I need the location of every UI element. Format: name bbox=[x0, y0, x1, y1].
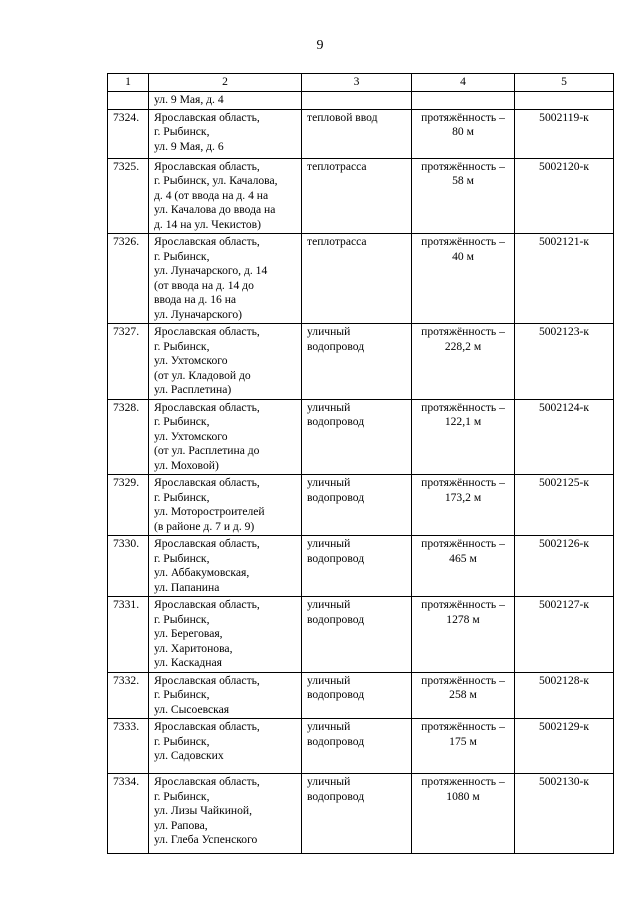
address-line: ул. Лизы Чайкиной, bbox=[154, 804, 253, 817]
code-cell: 5002126-к bbox=[515, 536, 614, 597]
length-line: протяжённость – bbox=[421, 159, 505, 173]
address-cell bbox=[149, 399, 302, 475]
table-row bbox=[108, 234, 614, 324]
address-line: (в районе д. 7 и д. 9) bbox=[154, 519, 255, 533]
length-line: протяжённость – bbox=[421, 400, 505, 414]
header-row bbox=[108, 74, 614, 92]
length-line: 258 м bbox=[449, 688, 477, 701]
address-line: ул. Глеба Успенского bbox=[154, 833, 258, 846]
address-line: г. Рыбинск, bbox=[154, 734, 210, 748]
table-row bbox=[108, 719, 614, 774]
length-line: протяжённость – bbox=[421, 110, 505, 124]
address-cell bbox=[149, 234, 302, 324]
type-cell bbox=[302, 324, 412, 400]
address-line: ул. Луначарского) bbox=[154, 307, 243, 321]
type-line: уличный bbox=[307, 537, 351, 550]
table-row bbox=[108, 109, 614, 158]
address-cell bbox=[149, 324, 302, 400]
type-cell bbox=[302, 719, 412, 774]
address-line: Ярославская область, bbox=[154, 720, 260, 733]
code-cell: 5002124-к bbox=[515, 399, 614, 475]
code-cell: 5002130-к bbox=[515, 774, 614, 854]
address-line: ул. Рапова, bbox=[154, 818, 208, 832]
address-line: Ярославская область, bbox=[154, 537, 260, 550]
length-line: протяжённость – bbox=[421, 235, 505, 248]
address-cell bbox=[149, 475, 302, 536]
length-line: 58 м bbox=[452, 174, 474, 187]
table-body bbox=[108, 92, 614, 854]
column-header-5: 5 bbox=[515, 74, 614, 92]
type-line: уличный bbox=[307, 598, 351, 611]
table-row bbox=[108, 324, 614, 400]
length-line: 122,1 м bbox=[444, 415, 482, 428]
length-line: протяжённость – bbox=[421, 476, 505, 489]
code-cell: 5002127-к bbox=[515, 597, 614, 673]
row-number-cell: 7329. bbox=[108, 475, 149, 536]
type-line: уличный bbox=[307, 476, 351, 489]
type-line: тепловой ввод bbox=[307, 110, 378, 124]
address-line: ул. Береговая, bbox=[154, 627, 223, 640]
code-cell: 5002120-к bbox=[515, 158, 614, 234]
address-line: г. Рыбинск, bbox=[154, 551, 210, 565]
row-number-cell: 7334. bbox=[108, 774, 149, 854]
length-line: 465 м bbox=[449, 551, 477, 565]
length-line: протяженность – bbox=[421, 775, 505, 788]
length-line: 1278 м bbox=[446, 612, 480, 626]
length-cell bbox=[412, 475, 515, 536]
address-line: ул. Луначарского, д. 14 bbox=[154, 264, 268, 277]
address-line: Ярославская область, bbox=[154, 110, 260, 124]
address-line: (от ввода на д. 14 до bbox=[154, 278, 254, 292]
type-line: теплотрасса bbox=[307, 159, 367, 173]
type-line: уличный bbox=[307, 720, 351, 733]
type-line: водопровод bbox=[307, 339, 365, 353]
address-line: ул. 9 Мая, д. 6 bbox=[154, 139, 224, 153]
length-line: 40 м bbox=[452, 249, 474, 263]
address-line: ул. Аббакумовская, bbox=[154, 566, 250, 579]
address-line: ул. Харитонова, bbox=[154, 641, 233, 655]
row-number-cell: 7332. bbox=[108, 672, 149, 719]
address-line: г. Рыбинск, bbox=[154, 339, 210, 353]
type-cell bbox=[302, 672, 412, 719]
code-cell: 5002119-к bbox=[515, 109, 614, 158]
page-number: 9 bbox=[316, 38, 324, 53]
address-line: ул. 9 Мая, д. 4 bbox=[154, 93, 224, 106]
address-cell bbox=[149, 92, 302, 110]
type-line: водопровод bbox=[307, 612, 365, 626]
length-cell bbox=[412, 109, 515, 158]
code-cell: 5002125-к bbox=[515, 475, 614, 536]
address-line: г. Рыбинск, bbox=[154, 490, 210, 504]
row-number-cell bbox=[108, 92, 149, 110]
address-line: ул. Ухтомского bbox=[154, 429, 228, 443]
length-cell bbox=[412, 92, 515, 110]
code-cell bbox=[515, 92, 614, 110]
type-cell bbox=[302, 475, 412, 536]
table-row bbox=[108, 774, 614, 854]
address-line: г. Рыбинск, bbox=[154, 789, 210, 803]
type-line: теплотрасса bbox=[307, 235, 367, 248]
row-number-cell: 7331. bbox=[108, 597, 149, 673]
address-line: Ярославская область, bbox=[154, 400, 260, 414]
address-cell bbox=[149, 774, 302, 854]
length-cell bbox=[412, 672, 515, 719]
address-cell bbox=[149, 672, 302, 719]
type-line: уличный bbox=[307, 325, 351, 338]
address-cell bbox=[149, 719, 302, 774]
column-header-1: 1 bbox=[108, 74, 149, 92]
length-line: протяжённость – bbox=[421, 537, 505, 550]
row-number-cell: 7324. bbox=[108, 109, 149, 158]
length-cell bbox=[412, 399, 515, 475]
length-line: 175 м bbox=[449, 734, 477, 748]
table-row bbox=[108, 475, 614, 536]
length-cell bbox=[412, 719, 515, 774]
type-line: уличный bbox=[307, 400, 351, 414]
length-cell bbox=[412, 774, 515, 854]
table-row bbox=[108, 536, 614, 597]
address-line: Ярославская область, bbox=[154, 598, 260, 611]
length-line: 173,2 м bbox=[444, 490, 482, 504]
type-cell bbox=[302, 109, 412, 158]
address-line: Ярославская область, bbox=[154, 673, 260, 687]
code-cell: 5002128-к bbox=[515, 672, 614, 719]
length-line: 80 м bbox=[452, 125, 474, 138]
length-cell bbox=[412, 158, 515, 234]
row-number-cell: 7325. bbox=[108, 158, 149, 234]
row-number-cell: 7330. bbox=[108, 536, 149, 597]
type-line: водопровод bbox=[307, 490, 365, 504]
address-line: г. Рыбинск, bbox=[154, 249, 210, 263]
address-line: г. Рыбинск, ул. Качалова, bbox=[154, 174, 278, 187]
address-line: г. Рыбинск, bbox=[154, 688, 210, 701]
address-cell bbox=[149, 109, 302, 158]
table-row bbox=[108, 158, 614, 234]
type-line: уличный bbox=[307, 775, 351, 788]
length-cell bbox=[412, 324, 515, 400]
row-number-cell: 7328. bbox=[108, 399, 149, 475]
row-number-cell: 7333. bbox=[108, 719, 149, 774]
table-row bbox=[108, 399, 614, 475]
address-line: г. Рыбинск, bbox=[154, 612, 210, 626]
address-line: ул. Каскадная bbox=[154, 656, 222, 669]
type-cell bbox=[302, 536, 412, 597]
address-line: (от ул. Расплетина до bbox=[154, 444, 260, 457]
address-line: г. Рыбинск, bbox=[154, 125, 210, 138]
column-header-3: 3 bbox=[302, 74, 412, 92]
address-cell bbox=[149, 536, 302, 597]
address-line: д. 4 (от ввода на д. 4 на bbox=[154, 188, 269, 202]
address-line: Ярославская область, bbox=[154, 325, 260, 338]
length-line: 1080 м bbox=[446, 789, 480, 803]
column-header-2: 2 bbox=[149, 74, 302, 92]
address-line: ул. Папанина bbox=[154, 580, 220, 594]
type-cell bbox=[302, 234, 412, 324]
type-cell bbox=[302, 597, 412, 673]
length-line: протяжённость – bbox=[421, 673, 505, 687]
type-cell bbox=[302, 399, 412, 475]
row-number-cell: 7327. bbox=[108, 324, 149, 400]
code-cell: 5002121-к bbox=[515, 234, 614, 324]
address-line: Ярославская область, bbox=[154, 159, 260, 173]
type-cell bbox=[302, 774, 412, 854]
length-cell bbox=[412, 597, 515, 673]
length-cell bbox=[412, 536, 515, 597]
address-line: ул. Ухтомского bbox=[154, 354, 228, 367]
code-cell: 5002123-к bbox=[515, 324, 614, 400]
address-line: Ярославская область, bbox=[154, 235, 260, 248]
address-line: ул. Моторостроителей bbox=[154, 505, 265, 518]
address-line: ул. Садовских bbox=[154, 749, 224, 762]
type-line: уличный bbox=[307, 673, 351, 687]
address-line: (от ул. Кладовой до bbox=[154, 368, 251, 382]
length-cell bbox=[412, 234, 515, 324]
address-line: ул. Расплетина) bbox=[154, 383, 232, 396]
address-line: Ярославская область, bbox=[154, 476, 260, 489]
row-number-cell: 7326. bbox=[108, 234, 149, 324]
code-cell: 5002129-к bbox=[515, 719, 614, 774]
address-line: ул. Сысоевская bbox=[154, 702, 230, 716]
type-line: водопровод bbox=[307, 734, 365, 748]
continuation-row bbox=[108, 92, 614, 110]
address-line: ул. Качалова до ввода на bbox=[154, 203, 276, 216]
length-line: протяжённость – bbox=[421, 598, 505, 611]
type-line: водопровод bbox=[307, 789, 365, 803]
length-line: протяжённость – bbox=[421, 325, 505, 338]
length-line: протяжённость – bbox=[421, 720, 505, 733]
address-cell bbox=[149, 597, 302, 673]
column-header-4: 4 bbox=[412, 74, 515, 92]
address-line: г. Рыбинск, bbox=[154, 415, 210, 428]
type-cell bbox=[302, 92, 412, 110]
address-cell bbox=[149, 158, 302, 234]
type-line: водопровод bbox=[307, 551, 365, 565]
length-line: 228,2 м bbox=[444, 339, 482, 353]
property-table bbox=[107, 73, 614, 854]
address-line: д. 14 на ул. Чекистов) bbox=[154, 217, 262, 231]
table-row bbox=[108, 672, 614, 719]
address-line: ул. Моховой) bbox=[154, 458, 219, 472]
table-header bbox=[108, 74, 614, 92]
type-line: водопровод bbox=[307, 415, 365, 428]
type-cell bbox=[302, 158, 412, 234]
address-line: Ярославская область, bbox=[154, 775, 260, 788]
table-row bbox=[108, 597, 614, 673]
address-line: ввода на д. 16 на bbox=[154, 293, 237, 306]
type-line: водопровод bbox=[307, 688, 365, 701]
